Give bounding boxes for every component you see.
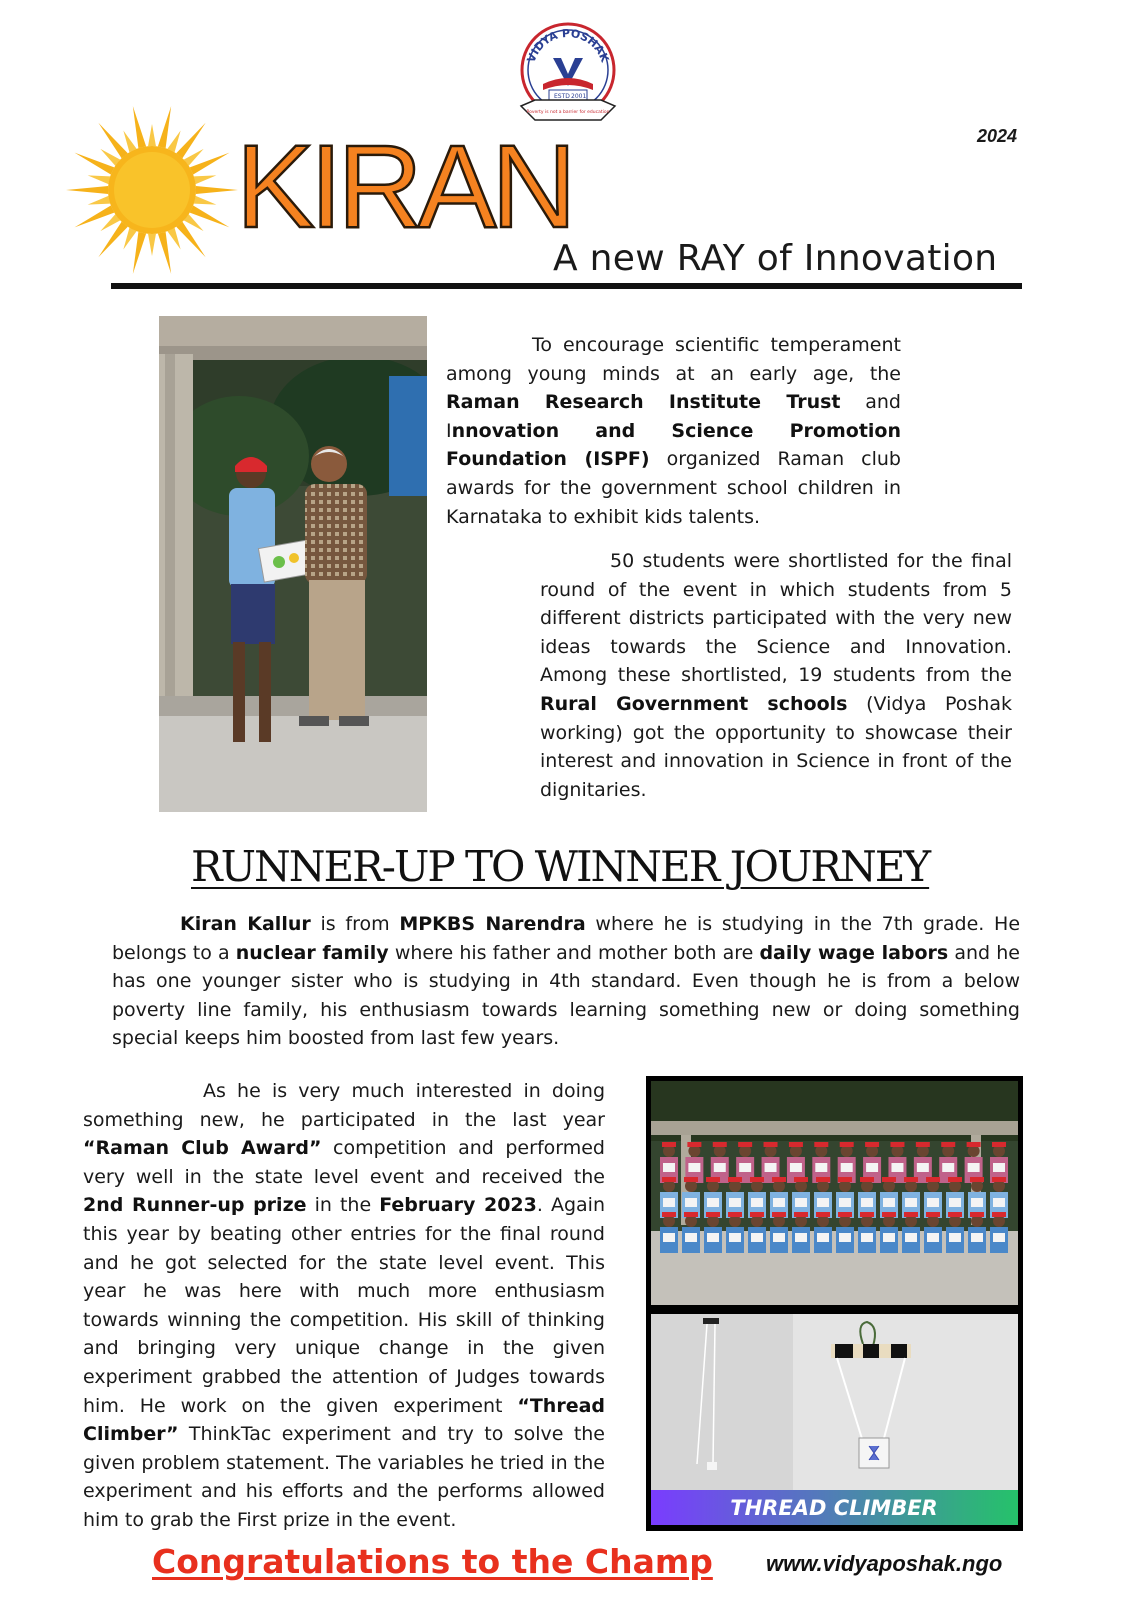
newsletter-tagline: A new RAY of Innovation [553, 238, 998, 279]
section-heading: RUNNER-UP TO WINNER JOURNEY [191, 842, 930, 891]
congratulations-banner: Congratulations to the Champ [152, 1542, 713, 1581]
logo-year: 2001 [571, 93, 587, 100]
group-photo [651, 1081, 1018, 1305]
story-paragraph-1: Kiran Kallur is from MPKBS Narendra where he is studying in the 7th grade. He belongs to a nuclear family where his father and mother both are daily wage labors and he has one younger sister who is studying in 4th standard. Even though he is from a below poverty line family, his enthusiasm towards learning something new or doing something special keeps him boosted from last few years. [112, 913, 1021, 1050]
website-link[interactable]: www.vidyaposhak.ngo [766, 1551, 1003, 1576]
thread-climber-photo [651, 1314, 1018, 1525]
award-photo [159, 316, 427, 812]
intro-paragraph-1: To encourage scientific temperament among young minds at an early age, the Raman Research Institute Trust and Innovation and Science Promotion Foundation (ISPF) organized Raman club awards for the government school children in Karnataka to exhibit kids talents. [446, 334, 901, 528]
header-divider [111, 283, 1022, 289]
newsletter-title: KIRAN [236, 121, 572, 253]
sun-icon [62, 100, 242, 280]
logo-estd: ESTD [554, 93, 570, 100]
photo-caption: THREAD CLIMBER [730, 1496, 938, 1520]
logo-text: VIDYA POSHAK [524, 26, 612, 65]
intro-paragraph-2: 50 students were shortlisted for the final round of the event in which students from 5 different districts participated with the very new ideas towards the Science and Innovation. Among these shortlisted, 19 students from the Rural Government schools (Vidya Poshak working) got the opportunity to showcase their interest and innovation in Science in front of the dignitaries. [540, 550, 1012, 801]
issue-year: 2024 [977, 126, 1018, 146]
story-paragraph-2: As he is very much interested in doing something new, he participated in the last year “Raman Club Award” competition and performed very well in the state level event and received the 2nd Runner-up prize in the February 2023. Again this year by beating other entries for the final round and he got selected for the state level event. This year he was here with much more enthusiasm towards winning the competition. His skill of thinking and bringing very unique change in the given experiment grabbed the attention of Judges towards him. He work on the given experiment “Thread Climber” ThinkTac experiment and try to solve the given problem statement. The variables he tried in the experiment and his efforts and the performs allowed him to grab the First prize in the event. [83, 1080, 605, 1531]
logo-motto: Poverty is not a barrier for education [526, 110, 610, 115]
vidya-poshak-logo [513, 20, 623, 130]
